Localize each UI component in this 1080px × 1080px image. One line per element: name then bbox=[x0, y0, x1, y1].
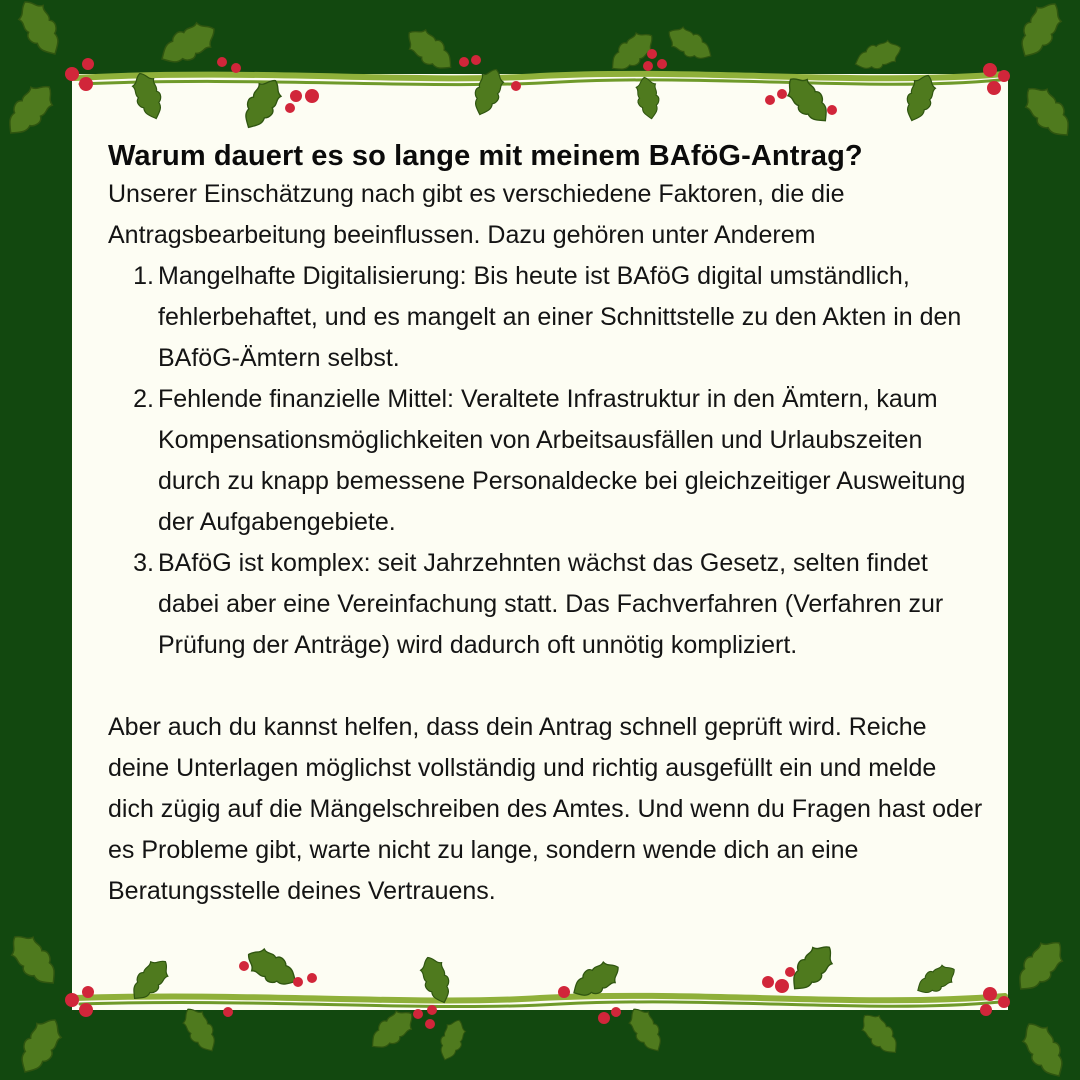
list-item bbox=[108, 543, 988, 666]
page-title: Warum dauert es so lange mit meinem BAföG-Antrag? bbox=[108, 140, 863, 172]
list-item bbox=[108, 379, 988, 543]
list-item-text: Fehlende finanzielle Mittel: Veraltete Infrastruktur in den Ämtern, kaum Kompensationsmöglichkeiten von Arbeitsausfällen und Urlaubszeiten durch zu knapp bemessene Personaldecke bei gleichzeitiger Ausweitung der Aufgabengebiete. bbox=[158, 385, 966, 536]
closing-paragraph: Aber auch du kannst helfen, dass dein Antrag schnell geprüft wird. Reiche deine Unterlagen möglichst vollständig und richtig ausgefüllt ein und melde dich zügig auf die Mängelschreiben des Amtes. Und wenn du Fragen hast oder es Probleme gibt, warte nicht zu lange, sondern wende dich an eine Beratungsstelle deines Vertrauens. bbox=[108, 713, 983, 905]
main-text bbox=[108, 138, 988, 912]
list-item-text: Mangelhafte Digitalisierung: Bis heute ist BAföG digital umständlich, fehlerbehaftet, und es mangelt an einer Schnittstelle zu den Akten in den BAföG-Ämtern selbst. bbox=[158, 262, 962, 372]
list-item-number: 3. bbox=[133, 549, 154, 577]
list-item-text: BAföG ist komplex: seit Jahrzehnten wächst das Gesetz, selten findet dabei aber eine Vereinfachung statt. Das Fachverfahren (Verfahren zur Prüfung der Anträge) wird dadurch oft unnötig kompliziert. bbox=[158, 549, 944, 659]
list-item-number: 2. bbox=[133, 385, 154, 413]
factors-list bbox=[108, 256, 988, 666]
list-item bbox=[108, 256, 988, 379]
list-item-number: 1. bbox=[133, 262, 154, 290]
intro-paragraph: Unserer Einschätzung nach gibt es verschiedene Faktoren, die die Antragsbearbeitung beeinflussen. Dazu gehören unter Anderem bbox=[108, 180, 845, 249]
